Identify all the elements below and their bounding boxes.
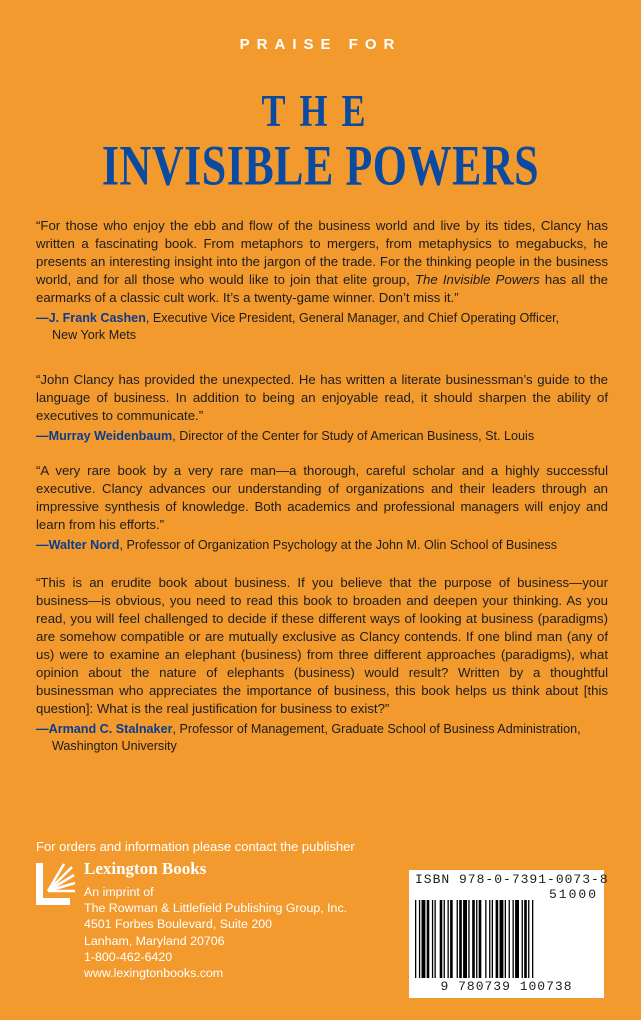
quote-text: “This is an erudite book about business. If you believe that the purpose of business—your business—is obvious, you need to read this book to broaden and deepen your thinking. As you read, you will feel challenged to decide if these different ways of looking at business (paradigms) are somehow compatible or are mutually exclusive as Clancy contends. If one blind man (any of us) were to examine an elephant (business) from three different approaches (paradigms), what opinion about the nature of elephants (business) would result? Written by a thoughtful businessman who appreciates the importance of business, this book helps us think about [this question]: What is the real justification for business to exist?” [36, 575, 608, 716]
barcode-bar [432, 900, 433, 978]
quote-attribution: —Armand C. Stalnaker, Professor of Management, Graduate School of Business Administration, Washington University [36, 722, 581, 753]
quote-attribution: —Murray Weidenbaum, Director of the Center for Study of American Business, St. Louis [36, 429, 535, 443]
barcode-bar [422, 900, 426, 978]
barcode-bar [509, 900, 510, 978]
publisher-name: Lexington Books [84, 859, 207, 878]
barcode-bar [427, 900, 430, 978]
book-title: INVISIBLE POWERS [101, 133, 540, 198]
isbn-barcode [409, 870, 609, 998]
attribution-name: J. Frank Cashen [48, 311, 146, 325]
barcode-bar [459, 900, 462, 978]
barcode-bar [505, 900, 506, 978]
lexington-logo-icon [34, 861, 76, 907]
barcode-bar [476, 900, 477, 978]
barcode-bar [489, 900, 490, 978]
barcode-bar [513, 900, 514, 978]
barcode-bar [522, 900, 523, 978]
barcode-bar [448, 900, 449, 978]
quote-cashen [36, 217, 608, 344]
quote-text: “A very rare book by a very rare man—a thorough, careful scholar and a highly successful executive. Clancy advances our understanding of organizations and their leaders through an impressive synthesis of knowledge. Both academics and professional managers will enjoy and learn from his efforts.” [36, 463, 608, 532]
title-the: THE [261, 86, 380, 136]
barcode-bar [496, 900, 499, 978]
barcode-number: 9 780739 100738 [440, 979, 573, 994]
quote-text: “For those who enjoy the ebb and flow of the business world and live by its tides, Clancy has written a fascinating book. From metaphors to mergers, from metaphysics to megabucks, he presents an interesting insight into the jargon of the trade. For the thinking people in the business world, and for all those who would like to join that elite group, The Invisible Powers has all the earmarks of a classic cult work. It’s a twenty-game winner. Don’t miss it.” [36, 218, 609, 305]
barcode-bar [472, 900, 475, 978]
barcode-bar [444, 900, 445, 978]
price-code: 51000 [548, 887, 598, 902]
barcode-bar [419, 900, 420, 978]
barcode-bar [485, 900, 486, 978]
quote-attribution: —J. Frank Cashen, Executive Vice President, General Manager, and Chief Operating Officer, New York Mets [36, 311, 560, 342]
quote-nord [36, 462, 608, 554]
barcode-bar [450, 900, 453, 978]
quote-stalnaker [36, 574, 608, 755]
barcode-bar [457, 900, 458, 978]
barcode-bar [468, 900, 469, 978]
barcode-bar [435, 900, 436, 978]
barcode-bar [440, 900, 443, 978]
barcode-bar [500, 900, 504, 978]
attribution-name: Murray Weidenbaum [48, 429, 173, 443]
barcode-bar [415, 900, 416, 978]
barcode-bars [415, 900, 598, 978]
orders-line: For orders and information please contact the publisher [36, 839, 355, 854]
attribution-name: Walter Nord [48, 538, 120, 552]
isbn-label: ISBN 978-0-7391-0073-8 [415, 872, 609, 887]
publisher-address: An imprint of The Rowman & Littlefield Publishing Group, Inc. 4501 Forbes Boulevard, Suite 200 Lanham, Maryland 20706 1-800-462-6420 www.lexingtonbooks.com [84, 885, 348, 981]
quote-weidenbaum [36, 371, 608, 445]
book-title-italic: The Invisible Powers [414, 272, 540, 287]
barcode-bar [463, 900, 467, 978]
barcode-bar [492, 900, 493, 978]
barcode-bar [479, 900, 482, 978]
barcode-bar [524, 900, 527, 978]
barcode-bar [528, 900, 529, 978]
barcode-bar [532, 900, 533, 978]
attribution-name: Armand C. Stalnaker [48, 722, 173, 736]
quote-attribution: —Walter Nord, Professor of Organization Psychology at the John M. Olin School of Business [36, 538, 558, 552]
barcode-bar [515, 900, 519, 978]
praise-for-label: PRAISE FOR [239, 36, 402, 53]
quote-text: “John Clancy has provided the unexpected. He has written a literate businessman’s guide to the language of business. In addition to being an enjoyable read, it should sharpen the ability of executives to communicate.” [36, 372, 608, 423]
